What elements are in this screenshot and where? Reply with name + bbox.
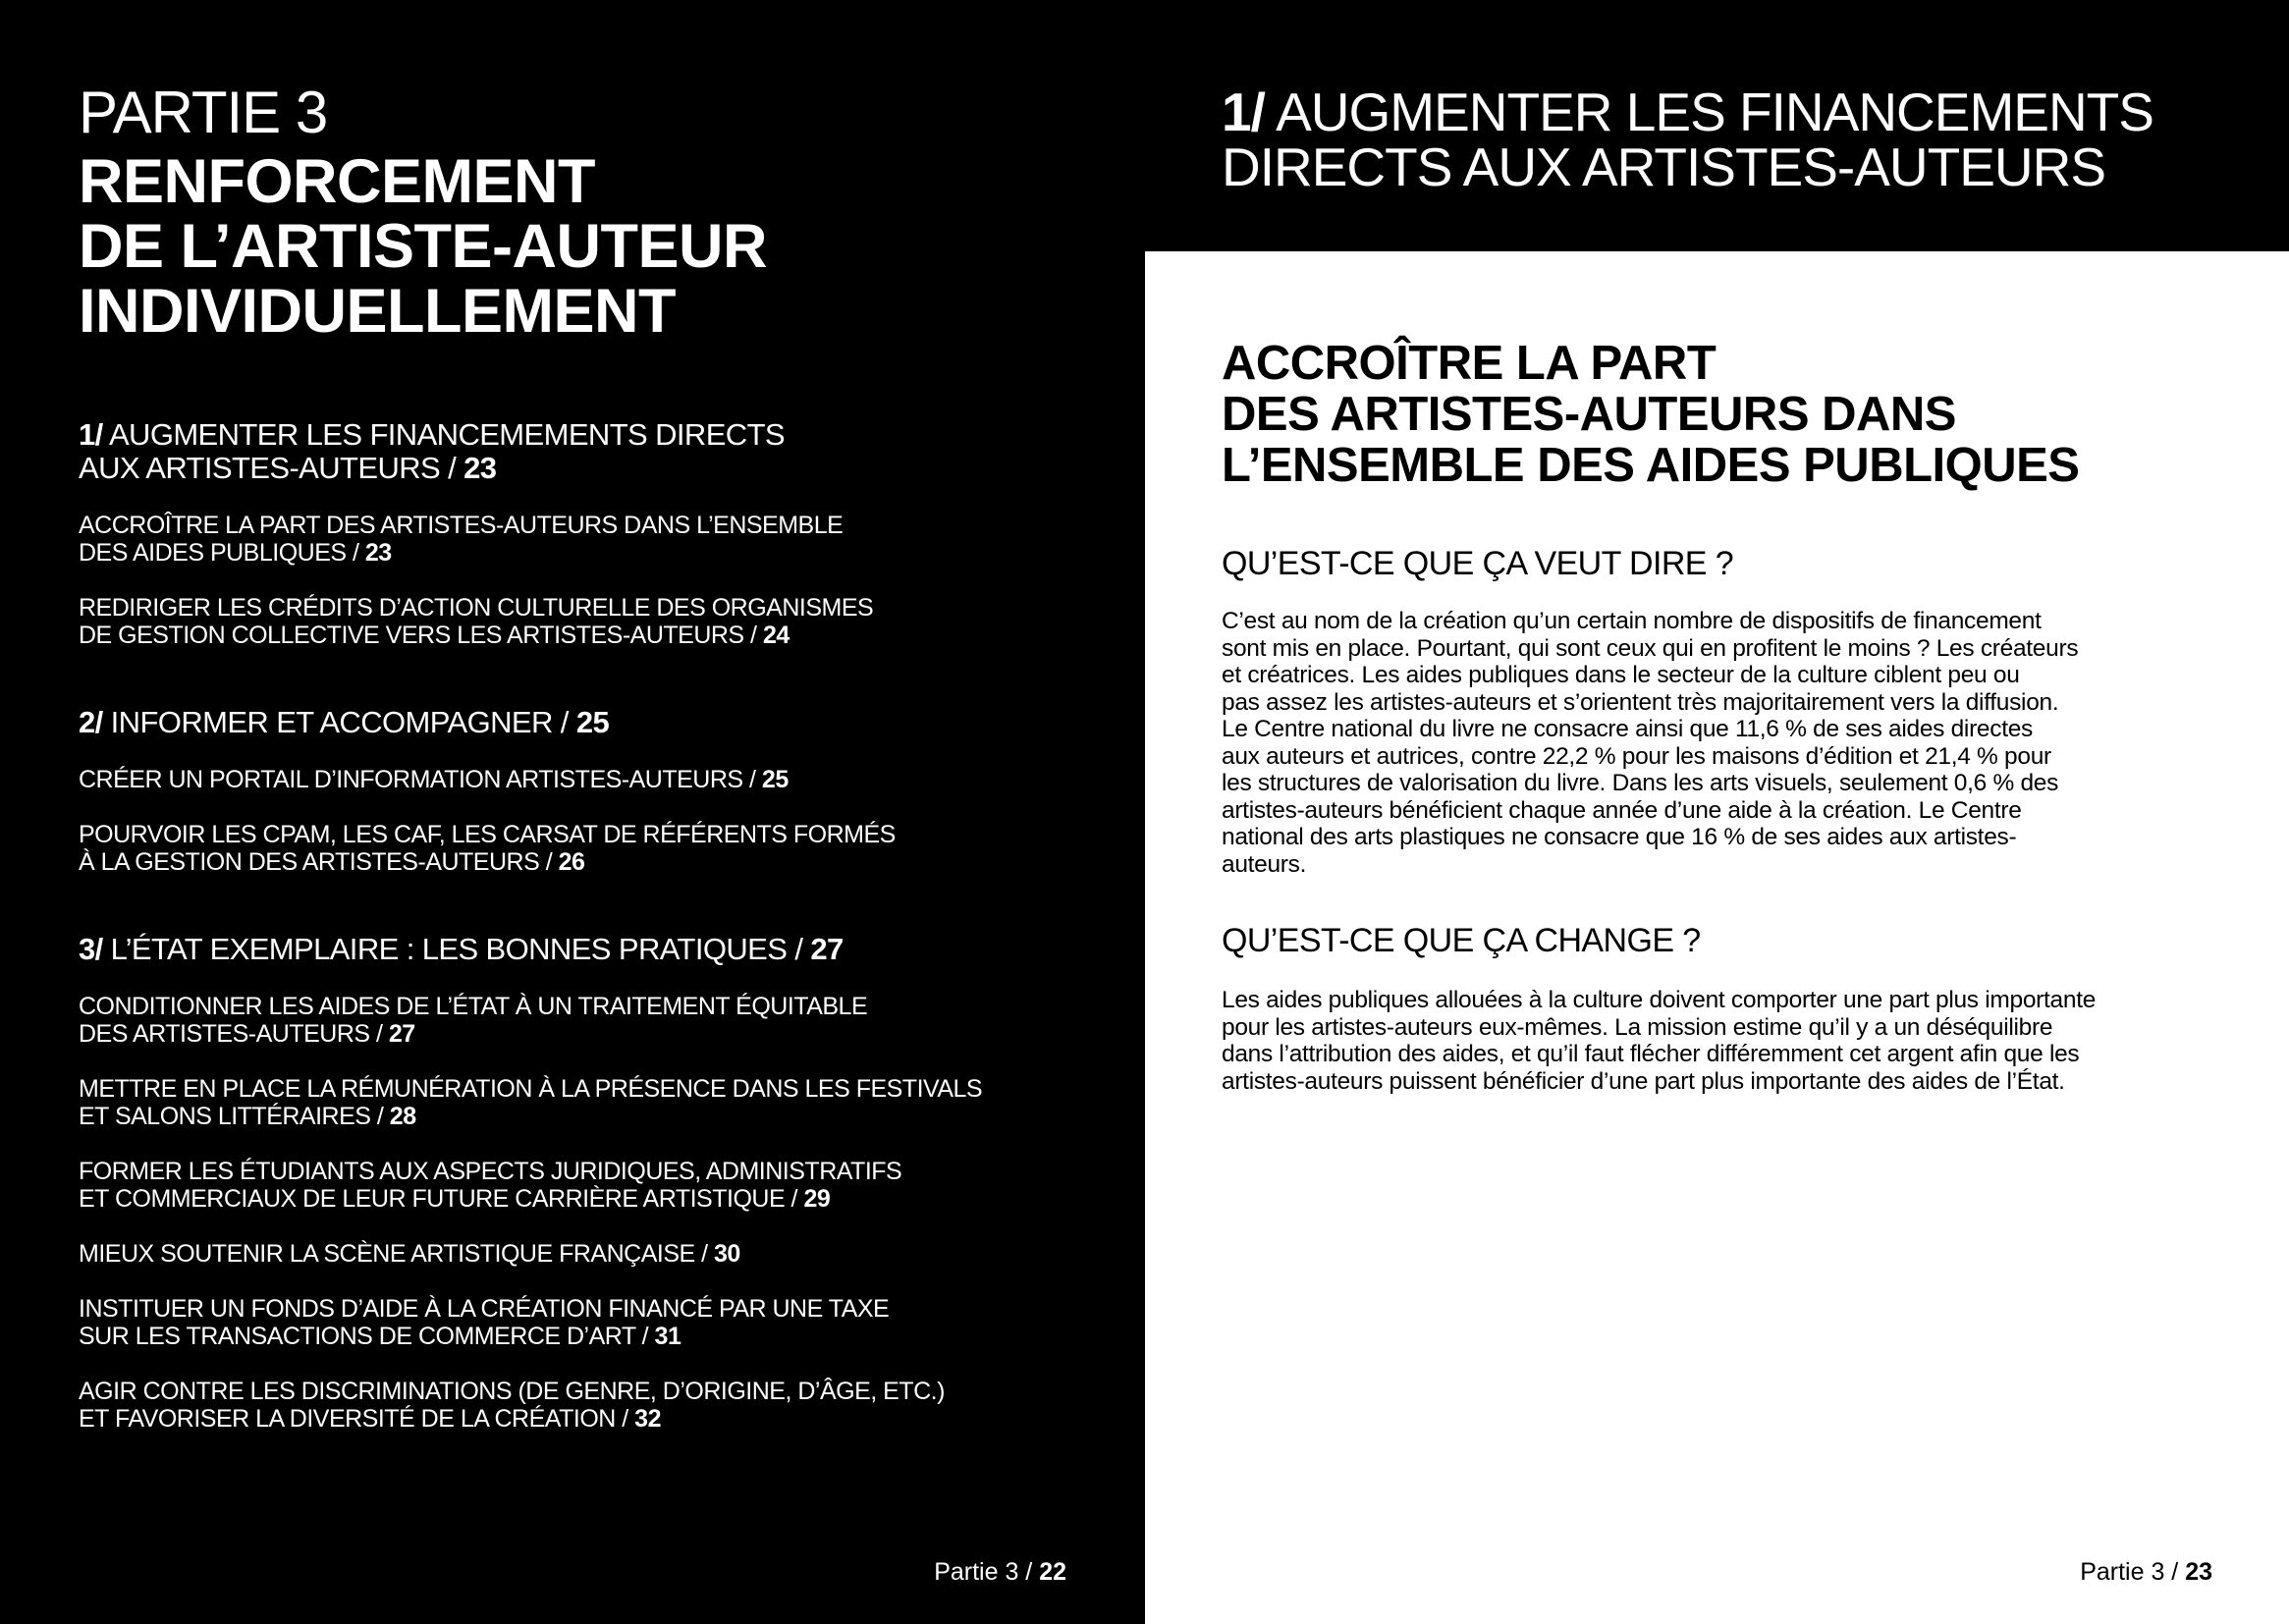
question-heading-2: QU’EST-CE QUE ÇA CHANGE ? <box>1222 922 1701 959</box>
right-page <box>1145 0 2289 1624</box>
question-heading-1: QU’EST-CE QUE ÇA VEUT DIRE ? <box>1222 545 1734 582</box>
toc-item-label: REDIRIGER LES CRÉDITS D’ACTION CULTURELLE DES ORGANISMES DE GESTION COLLECTIVE VERS LES ARTISTES-AUTEURS / <box>79 594 874 649</box>
toc-page-number: 24 <box>762 622 790 649</box>
part-label: PARTIE 3 <box>79 80 328 145</box>
chapter-title-text: AUGMENTER LES FINANCEMENTS DIRECTS AUX ARTISTES-AUTEURS <box>1222 81 2153 197</box>
toc-section-label: AUGMENTER LES FINANCEMEMENTS DIRECTS AUX ARTISTES-AUTEURS / <box>79 417 785 485</box>
toc-page-number: 27 <box>388 1020 415 1048</box>
toc-item[interactable] <box>79 821 1100 876</box>
toc-item[interactable] <box>79 512 1100 567</box>
toc-item[interactable] <box>79 1240 1100 1268</box>
toc-page-number: 31 <box>654 1323 681 1350</box>
footer-label: Partie 3 / <box>934 1558 1040 1586</box>
toc-item-label: INSTITUER UN FONDS D’AIDE À LA CRÉATION FINANCÉ PAR UNE TAXE SUR LES TRANSACTIONS DE COMMERCE D’ART / <box>79 1295 890 1350</box>
footer-page-number: 23 <box>2185 1558 2212 1586</box>
section-title: ACCROÎTRE LA PART DES ARTISTES-AUTEURS DANS L’ENSEMBLE DES AIDES PUBLIQUES <box>1222 337 2080 492</box>
toc-section-number: 2/ <box>79 705 103 739</box>
paragraph-2: Les aides publiques allouées à la culture doivent comporter une part plus importante pour les artistes-auteurs eux-mêmes. La mission estime qu’il y a un déséquilibre dans l’attribution des aides, et qu’il faut flécher différemment cet argent afin que les artistes-auteurs puissent bénéficier d’une part plus importante des aides de l’État. <box>1222 987 2097 1095</box>
toc-item-label: METTRE EN PLACE LA RÉMUNÉRATION À LA PRÉSENCE DANS LES FESTIVALS ET SALONS LITTÉRAIRES / <box>79 1075 983 1130</box>
toc-page-number: 25 <box>575 705 610 739</box>
footer-label: Partie 3 / <box>2080 1558 2186 1586</box>
toc-page-number: 23 <box>463 451 497 485</box>
page-number-footer <box>934 1558 1066 1587</box>
chapter-title <box>1222 81 2153 197</box>
toc-page-number: 23 <box>364 539 392 567</box>
toc-section-label: INFORMER ET ACCOMPAGNER / <box>102 705 576 739</box>
toc-item[interactable] <box>79 1295 1100 1350</box>
toc-item-label: ACCROÎTRE LA PART DES ARTISTES-AUTEURS DANS L’ENSEMBLE DES AIDES PUBLIQUES / <box>79 512 844 567</box>
toc-item-label: CRÉER UN PORTAIL D’INFORMATION ARTISTES-AUTEURS / <box>79 766 762 793</box>
page-number-footer <box>2080 1558 2212 1587</box>
chapter-header <box>1145 0 2289 251</box>
toc-item[interactable] <box>79 993 1100 1048</box>
toc-section-number: 1/ <box>79 417 103 452</box>
toc-page-number: 29 <box>803 1185 831 1213</box>
part-title: RENFORCEMENT DE L’ARTISTE-AUTEUR INDIVIDUELLEMENT <box>79 147 768 346</box>
toc-section-3[interactable] <box>79 933 1100 966</box>
toc-page-number: 28 <box>389 1103 416 1130</box>
toc-item[interactable] <box>79 1158 1100 1213</box>
toc-page-number: 30 <box>714 1240 740 1268</box>
toc-item[interactable] <box>79 594 1100 649</box>
toc-item-label: CONDITIONNER LES AIDES DE L’ÉTAT À UN TRAITEMENT ÉQUITABLE DES ARTISTES-AUTEURS / <box>79 993 868 1048</box>
toc-item-label: FORMER LES ÉTUDIANTS AUX ASPECTS JURIDIQUES, ADMINISTRATIFS ET COMMERCIAUX DE LEUR FUTURE CARRIÈRE ARTISTIQUE / <box>79 1158 902 1213</box>
toc-section-1[interactable] <box>79 418 1100 485</box>
toc-section-number: 3/ <box>79 932 103 966</box>
toc-page-number: 27 <box>810 932 844 966</box>
footer-page-number: 22 <box>1039 1558 1066 1586</box>
toc-item-label: MIEUX SOUTENIR LA SCÈNE ARTISTIQUE FRANÇAISE / <box>79 1240 715 1268</box>
toc-page-number: 25 <box>761 766 789 793</box>
toc-page-number: 26 <box>558 848 585 876</box>
toc-item-label: POURVOIR LES CPAM, LES CAF, LES CARSAT DE RÉFÉRENTS FORMÉS À LA GESTION DES ARTISTES-AUTEURS / <box>79 821 896 876</box>
toc-item[interactable] <box>79 1378 1100 1433</box>
chapter-number: 1/ <box>1222 81 1265 142</box>
toc-item[interactable] <box>79 766 1100 793</box>
toc-page-number: 32 <box>634 1405 661 1433</box>
toc-section-2[interactable] <box>79 706 1100 739</box>
paragraph-1: C’est au nom de la création qu’un certain nombre de dispositifs de financement sont mis en place. Pourtant, qui sont ceux qui en profitent le moins ? Les créateurs et créatrices. Les aides publiques dans le secteur de la culture ciblent peu ou pas assez les artistes-auteurs et s’orientent très majoritairement vers la diffusion. Le Centre national du livre ne consacre ainsi que 11,6 % de ses aides directes aux auteurs et autrices, contre 22,2 % pour les maisons d’édition et 21,4 % pour les structures de valorisation du livre. Dans les arts visuels, seulement 0,6 % des artistes-auteurs bénéficient chaque année d’une aide à la création. Le Centre national des arts plastiques ne consacre que 16 % de ses aides aux artistes- auteurs. <box>1222 608 2079 878</box>
toc-item[interactable] <box>79 1075 1100 1130</box>
table-of-contents <box>79 418 1100 1433</box>
toc-item-label: AGIR CONTRE LES DISCRIMINATIONS (DE GENRE, D’ORIGINE, D’ÂGE, ETC.) ET FAVORISER LA DIVERSITÉ DE LA CRÉATION / <box>79 1378 945 1433</box>
toc-section-label: L’ÉTAT EXEMPLAIRE : LES BONNES PRATIQUES / <box>102 932 811 966</box>
